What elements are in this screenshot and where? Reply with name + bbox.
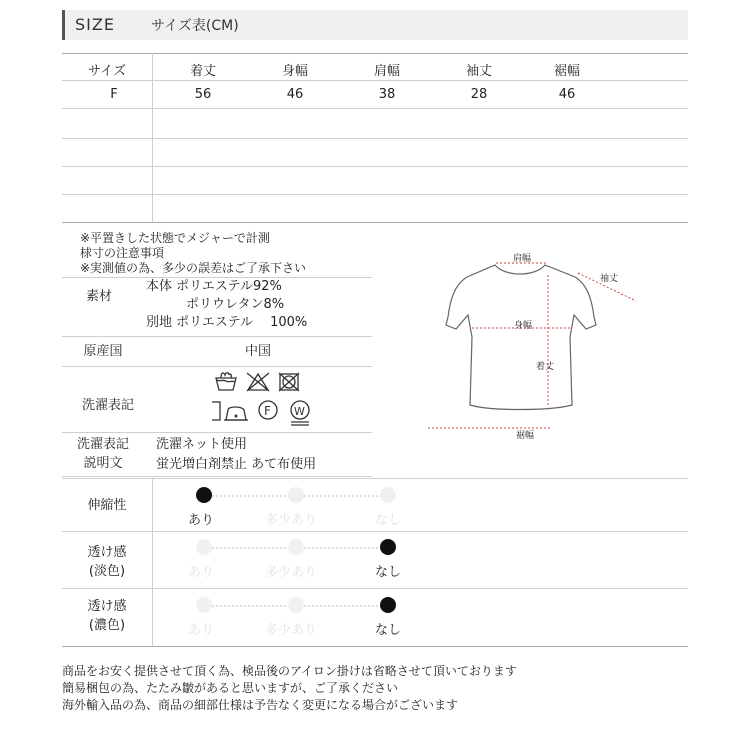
scale-3-label-1: 透け感 xyxy=(87,599,127,614)
scale-divider xyxy=(152,478,153,646)
table-line xyxy=(62,138,688,139)
hand-wash-icon xyxy=(216,378,236,390)
scale-1-dot-some xyxy=(288,487,304,503)
table-bottom-line xyxy=(62,222,688,223)
row-size: F xyxy=(110,87,118,102)
row-shoulder: 38 xyxy=(378,87,396,102)
table-line xyxy=(62,194,688,195)
spec-line xyxy=(62,366,372,367)
scale-3-opt-yes: あり xyxy=(188,623,215,638)
scale-1-opt-no: なし xyxy=(375,513,402,528)
row-length: 56 xyxy=(194,87,212,102)
scale-2-label-2: (淡色) xyxy=(88,564,126,579)
header-hem: 裾幅 xyxy=(553,64,580,79)
header-body-width: 身幅 xyxy=(281,64,308,79)
row-hem: 46 xyxy=(558,87,576,102)
body-label: 身幅 xyxy=(514,321,533,331)
scale-1-dot-no xyxy=(380,487,396,503)
header-sleeve: 袖丈 xyxy=(465,64,492,79)
scale-1-label: 伸縮性 xyxy=(87,498,127,513)
size-subtitle: サイズ表(CM) xyxy=(151,18,239,34)
scale-1-opt-some: 多少あり xyxy=(265,513,318,528)
scale-2-label-1: 透け感 xyxy=(87,545,127,560)
table-line xyxy=(62,80,688,81)
shirt-outline xyxy=(446,265,596,410)
material-line-3: 別地 ポリエステル 100% xyxy=(146,315,308,330)
scale-1-dot-yes xyxy=(196,487,212,503)
svg-text:F: F xyxy=(264,404,271,418)
scale-2-opt-no: なし xyxy=(375,565,402,580)
scale-2-opt-some: 多少あり xyxy=(265,565,318,580)
scale-bottom-line xyxy=(62,646,688,647)
header-length: 着丈 xyxy=(189,64,216,79)
table-divider xyxy=(152,53,153,222)
garment-diagram xyxy=(410,245,640,445)
scale-line xyxy=(62,588,688,589)
note-2: 梂寸の注意事項 xyxy=(80,246,165,260)
origin-value: 中国 xyxy=(244,344,271,359)
scale-line xyxy=(62,531,688,532)
row-sleeve: 28 xyxy=(470,87,488,102)
scale-3-opt-some: 多少あり xyxy=(265,623,318,638)
spec-line xyxy=(62,336,372,337)
row-body-width: 46 xyxy=(286,87,304,102)
care-desc-line-2: 蛍光増白剤禁止 あて布使用 xyxy=(156,457,317,472)
iron-icon xyxy=(226,407,246,420)
shoulder-label: 肩幅 xyxy=(513,254,532,264)
scale-1-opt-yes: あり xyxy=(188,513,215,528)
care-desc-label-1: 洗濯表記 xyxy=(76,437,129,452)
scale-top-line xyxy=(62,478,688,479)
table-line xyxy=(62,108,688,109)
scale-3-dot-some xyxy=(288,597,304,613)
sleeve-label: 袖丈 xyxy=(600,274,619,284)
scale-2-dot-no xyxy=(380,539,396,555)
scale-3-dot-no xyxy=(380,597,396,613)
care-desc-label-2: 説明文 xyxy=(83,456,123,471)
header-shoulder: 肩幅 xyxy=(373,64,400,79)
care-label: 洗濯表記 xyxy=(81,398,134,413)
table-line xyxy=(62,166,688,167)
spec-line xyxy=(62,476,372,477)
scale-2-dot-yes xyxy=(196,539,212,555)
care-symbols xyxy=(212,370,312,428)
spec-line xyxy=(62,277,372,278)
footer-line-2: 簡易梱包の為、たたみ皺があると思いますが、ご了承ください xyxy=(62,681,399,695)
material-label: 素材 xyxy=(85,289,112,304)
scale-3-label-2: (濃色) xyxy=(88,618,126,633)
scale-3-opt-no: なし xyxy=(375,623,402,638)
size-title: SIZE xyxy=(75,15,115,34)
scale-2-dot-some xyxy=(288,539,304,555)
size-header xyxy=(62,10,688,40)
dry-shade-icon xyxy=(212,402,220,420)
note-1: ※平置きした状態でメジャーで計測 xyxy=(80,231,270,245)
note-3: ※実測値の為、多少の誤差はご了承下さい xyxy=(80,261,307,275)
svg-text:W: W xyxy=(294,405,305,418)
scale-2-opt-yes: あり xyxy=(188,565,215,580)
footer-line-1: 商品をお安く提供させて頂く為、検品後のアイロン掛けは省略させて頂いております xyxy=(62,664,517,678)
table-top-line xyxy=(62,53,688,54)
material-line-2: ポリウレタン8% xyxy=(186,297,285,312)
scale-3-dot-yes xyxy=(196,597,212,613)
header-size: サイズ xyxy=(88,64,126,79)
care-desc-line-1: 洗濯ネット使用 xyxy=(156,437,248,452)
spec-line xyxy=(62,432,372,433)
length-label: 着丈 xyxy=(536,362,555,372)
origin-label: 原産国 xyxy=(83,344,123,359)
footer-line-3: 海外輸入品の為、商品の細部仕様は予告なく変更になる場合がございます xyxy=(62,698,459,712)
hem-label: 裾幅 xyxy=(516,431,535,441)
material-line-1: 本体 ポリエステル92% xyxy=(146,279,282,294)
